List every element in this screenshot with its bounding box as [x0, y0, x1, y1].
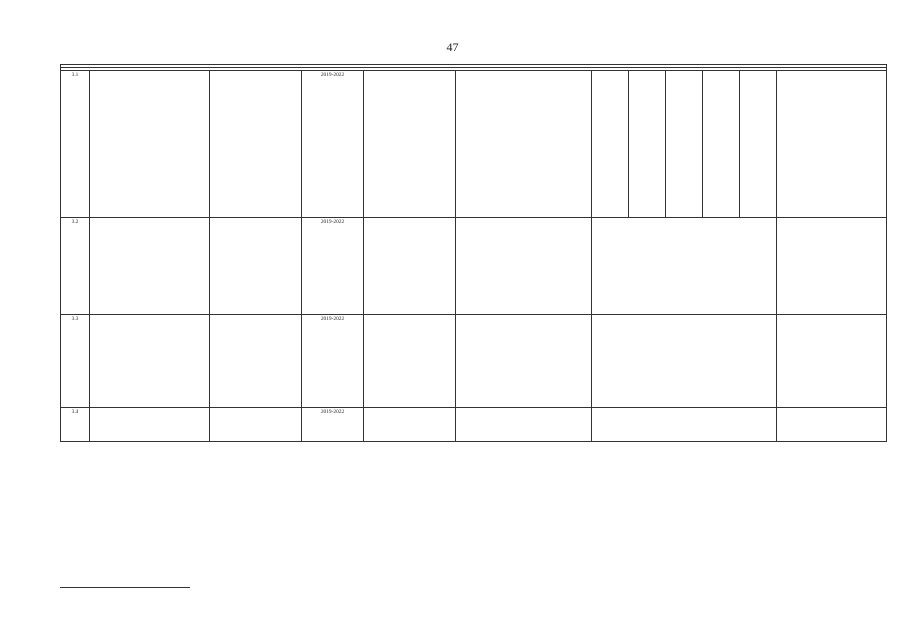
footnote-divider	[60, 587, 190, 588]
value-cell	[592, 218, 777, 315]
value-cell	[592, 71, 629, 218]
indicator-cell	[456, 218, 592, 315]
measure-cell	[90, 71, 210, 218]
value-cell	[592, 315, 777, 408]
row-number: 3.1	[61, 71, 90, 218]
table-row	[61, 315, 887, 408]
value-cell	[592, 408, 777, 442]
measure-cell	[90, 218, 210, 315]
responsible-cell	[777, 315, 887, 408]
indicator-cell	[456, 408, 592, 442]
value-cell	[629, 71, 666, 218]
result-cell	[364, 408, 456, 442]
result-cell	[364, 315, 456, 408]
responsible-cell	[777, 408, 887, 442]
period-cell: 2019-2022	[302, 408, 364, 442]
period-cell: 2019-2022	[302, 71, 364, 218]
row-number: 3.4	[61, 408, 90, 442]
goal-cell	[210, 71, 302, 218]
table-row	[61, 218, 887, 315]
indicator-cell	[456, 71, 592, 218]
value-cell	[666, 71, 703, 218]
row-number: 3.2	[61, 218, 90, 315]
result-cell	[364, 71, 456, 218]
result-cell	[364, 218, 456, 315]
value-cell	[703, 71, 740, 218]
measure-cell	[90, 408, 210, 442]
responsible-cell	[777, 218, 887, 315]
table-row	[61, 408, 887, 442]
period-cell: 2019-2022	[302, 218, 364, 315]
period-cell: 2019-2022	[302, 315, 364, 408]
value-cell	[740, 71, 777, 218]
page-number: 47	[446, 40, 459, 54]
indicator-cell	[456, 315, 592, 408]
goal-cell	[210, 218, 302, 315]
goal-cell	[210, 408, 302, 442]
measures-table	[60, 64, 887, 442]
row-number: 3.3	[61, 315, 90, 408]
table-row	[61, 71, 887, 218]
responsible-cell	[777, 71, 887, 218]
measure-cell	[90, 315, 210, 408]
goal-cell	[210, 315, 302, 408]
